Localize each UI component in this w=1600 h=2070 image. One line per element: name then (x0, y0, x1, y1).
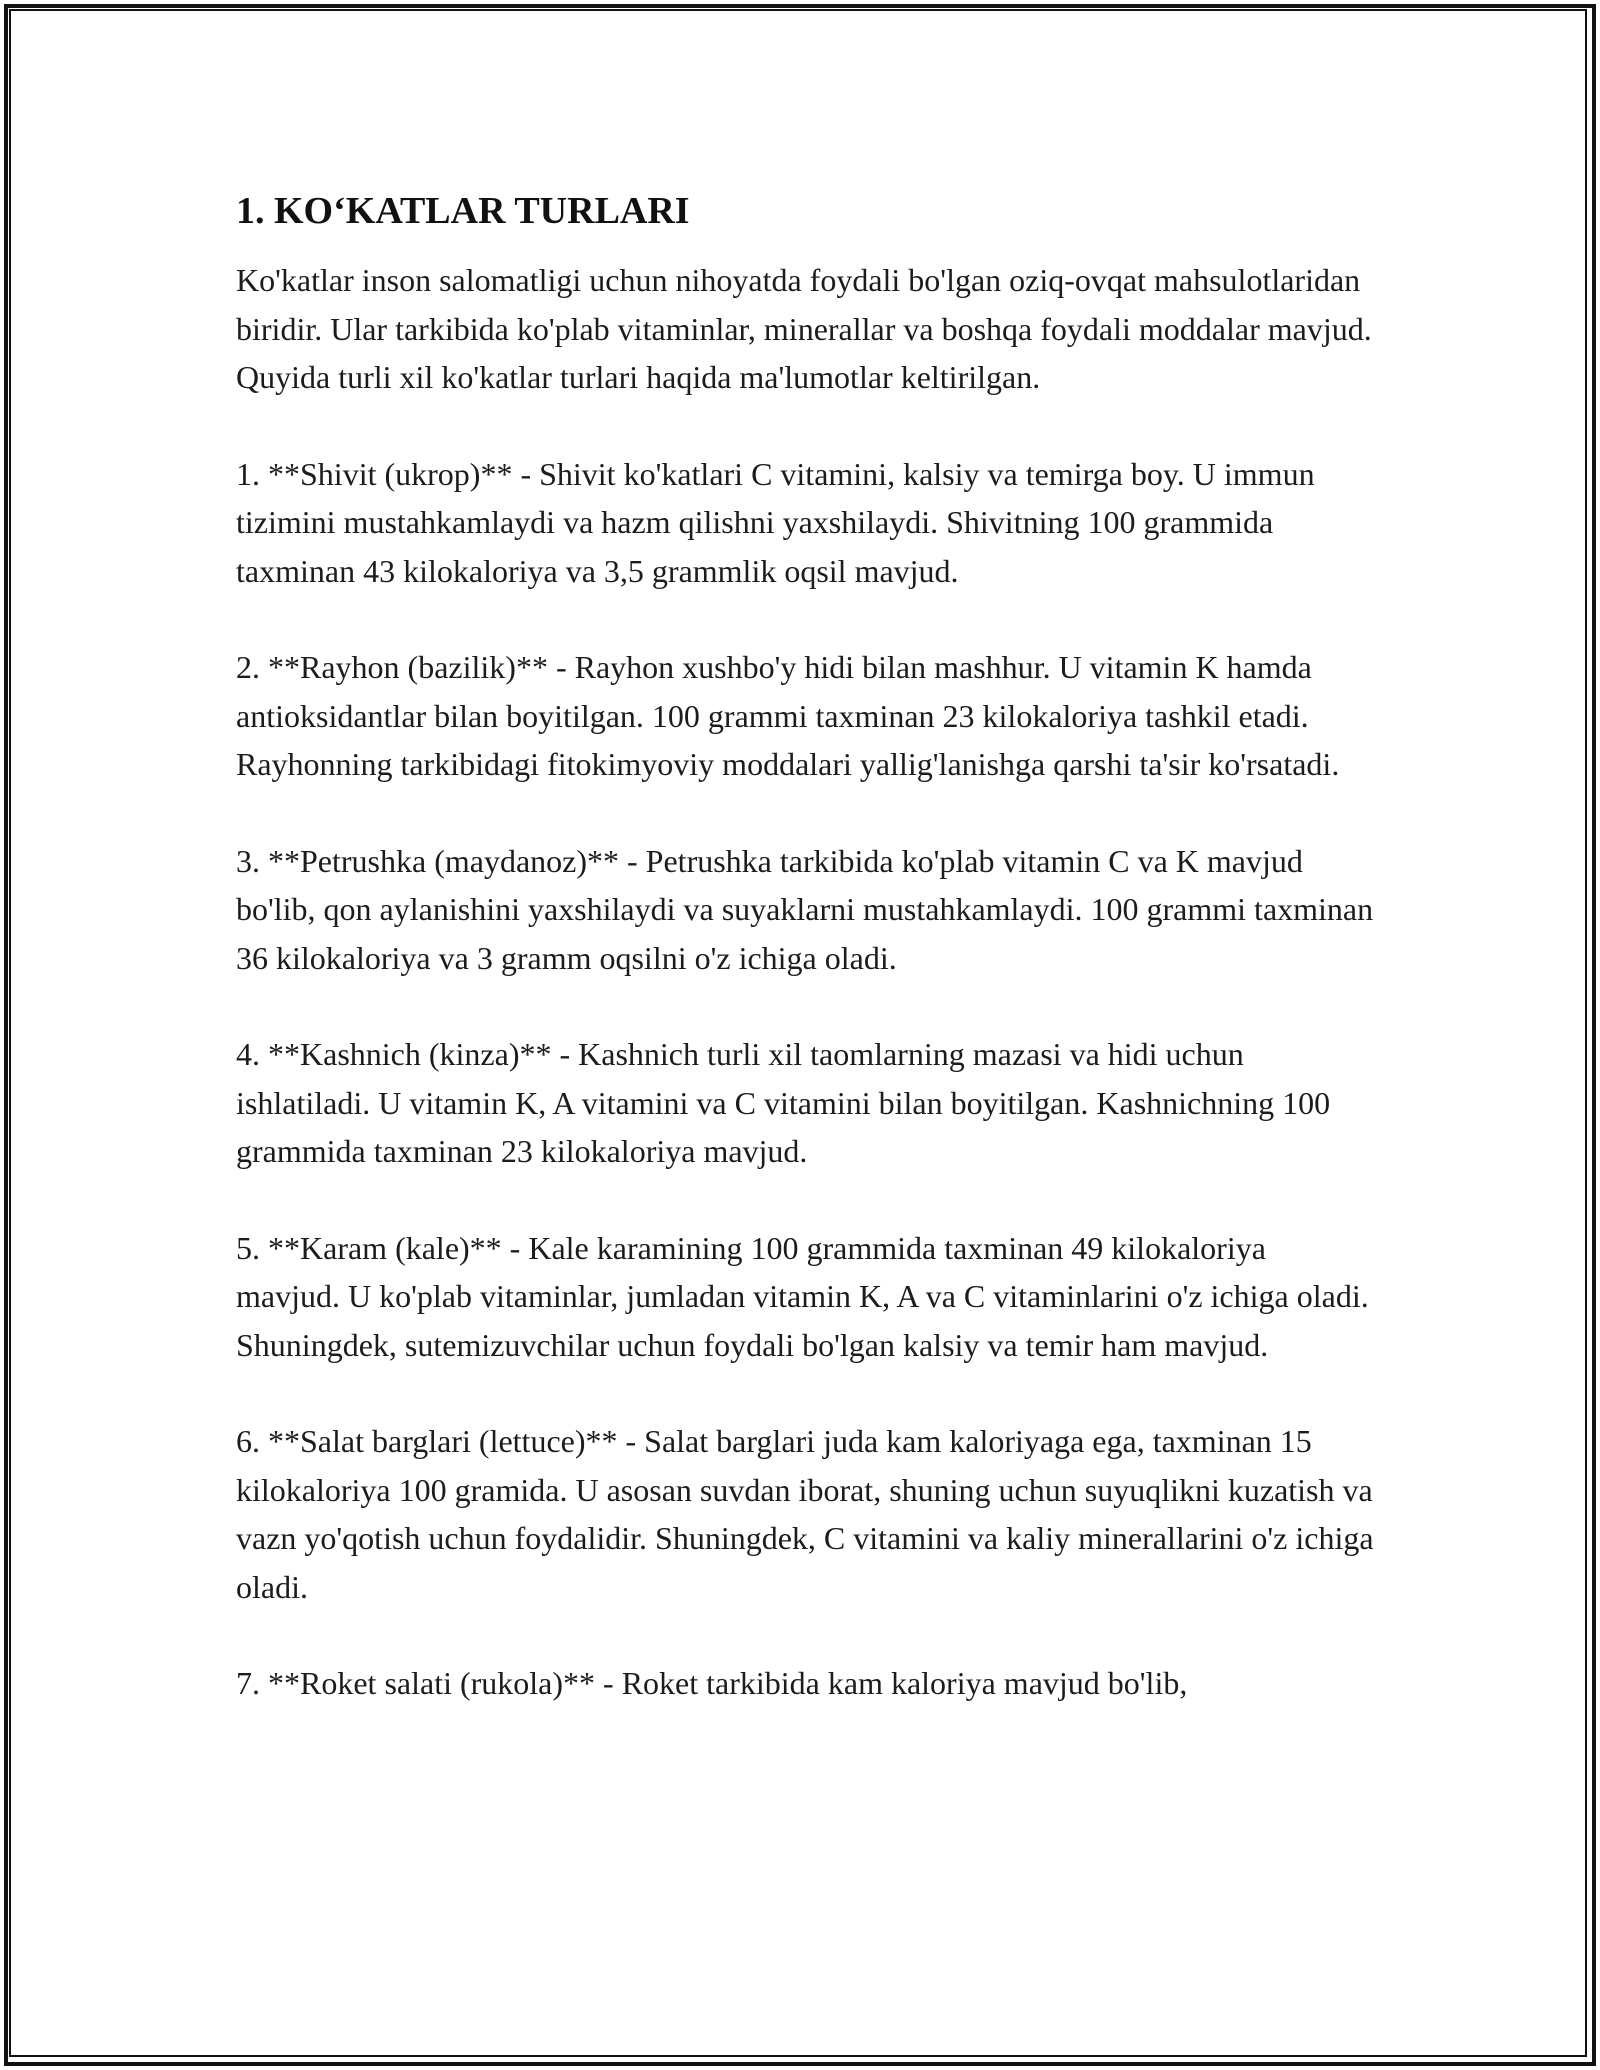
list-item-karam: 5. **Karam (kale)** - Kale karamining 100 grammida taxminan 49 kilokaloriya mavjud. U ko'plab vitaminlar, jumladan vitamin K, A va C vitaminlarini o'z ichiga oladi. Shuningdek, sutemizuvchilar uchun foydali bo'lgan kalsiy va temir ham mavjud. (236, 1229, 1369, 1363)
intro-paragraph: Ko'katlar inson salomatligi uchun nihoyatda foydali bo'lgan oziq-ovqat mahsulotlaridan biridir. Ular tarkibida ko'plab vitaminlar, minerallar va boshqa foydali moddalar mavjud. Quyida turli xil ko'katlar turlari haqida ma'lumotlar keltirilgan. (236, 262, 1372, 395)
list-item-petrushka: 3. **Petrushka (maydanoz)** - Petrushka tarkibida ko'plab vitamin C va K mavjud bo'lib, qon aylanishini yaxshilaydi va suyaklarni mustahkamlaydi. 100 grammi taxminan 36 kilokaloriya va 3 gramm oqsilni o'z ichiga oladi. (236, 842, 1374, 976)
list-item-roket: 7. **Roket salati (rukola)** - Roket tarkibida kam kaloriya mavjud bo'lib, (236, 1665, 1188, 1701)
list-item-shivit: 1. **Shivit (ukrop)** - Shivit ko'katlari C vitamini, kalsiy va temirga boy. U immun tizimini mustahkamlaydi va hazm qilishni yaxshilaydi. Shivitning 100 grammida taxminan 43 kilokaloriya va 3,5 grammlik oqsil mavjud. (236, 455, 1315, 589)
list-item-rayhon: 2. **Rayhon (bazilik)** - Rayhon xushbo'y hidi bilan mashhur. U vitamin K hamda antioksidantlar bilan boyitilgan. 100 grammi taxminan 23 kilokaloriya tashkil etadi. Rayhonning tarkibidagi fitokimyoviy moddalari yallig'lanishga qarshi ta'sir ko'rsatadi. (236, 649, 1340, 782)
list-item-kashnich: 4. **Kashnich (kinza)** - Kashnich turli xil taomlarning mazasi va hidi uchun ishlatiladi. U vitamin K, A vitamini va C vitamini bilan boyitilgan. Kashnichning 100 grammida taxminan 23 kilokaloriya mavjud. (236, 1036, 1331, 1169)
document-page (236, 188, 1376, 1708)
list-item-salat: 6. **Salat barglari (lettuce)** - Salat barglari juda kam kaloriyaga ega, taxminan 15 kilokaloriya 100 gramida. U asosan suvdan iborat, shuning uchun suyuqlikni kuzatish va vazn yo'qotish uchun foydalidir. Shuningdek, C vitamini va kaliy minerallarini o'z ichiga oladi. (236, 1423, 1374, 1605)
section-heading: 1. KO‘KATLAR TURLARI (236, 190, 690, 232)
